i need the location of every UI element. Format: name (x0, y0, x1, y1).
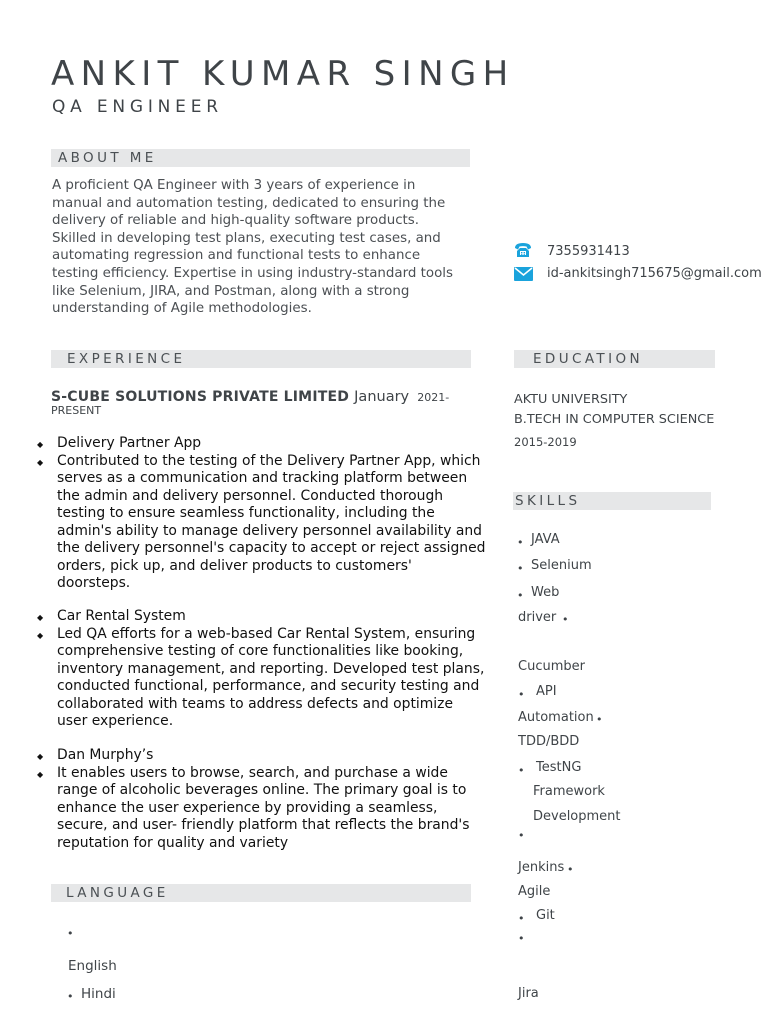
skill-selenium: Selenium (531, 558, 592, 573)
education-section-title: EDUCATION (533, 351, 643, 367)
skill-jenkins: Jenkins (518, 860, 565, 875)
email-address: id-ankitsingh715675@gmail.com (547, 266, 762, 281)
skill-development: Development (533, 809, 621, 824)
education-section-header (514, 350, 715, 368)
skill-bullet: • (518, 764, 525, 777)
skill-bullet: • (596, 713, 603, 726)
company-name-part2: SOLUTIONS PRIVATE LIMITED (115, 389, 350, 405)
language-bullet: • (67, 927, 74, 940)
project-description: ◆ Led QA efforts for a web-based Car Rental System, ensuring comprehensive testing of core functionalities like booking, inventory management, and reporting. Developed test plans, conducted functional, performance, and security testing and collaborated with teams to address defects and optimize user experience. (35, 626, 487, 731)
project-name: ◆ Dan Murphy’s (35, 747, 487, 765)
experience-section-header (51, 350, 471, 368)
skill-automation: Automation (518, 710, 594, 725)
period-end: PRESENT (51, 404, 102, 417)
project-description: ◆ It enables users to browse, search, and purchase a wide range of alcoholic beverages online. The primary goal is to enhance the user experience by providing a seamless, secure, and user- friendly platform that reflects the brand's reputation for quality and variety (35, 765, 487, 853)
skill-driver: driver (518, 610, 557, 625)
candidate-role: QA ENGINEER (52, 97, 223, 117)
education-school: AKTU UNIVERSITY (514, 392, 628, 407)
about-section-header (51, 149, 470, 167)
skill-git: Git (536, 908, 555, 923)
skills-section-header (513, 492, 711, 510)
project-list-1 (35, 435, 487, 593)
skill-bullet: • (518, 912, 525, 925)
education-degree: B.TECH IN COMPUTER SCIENCE (514, 412, 715, 427)
phone-icon (513, 242, 533, 258)
skill-api: API (536, 684, 557, 699)
project-list-2 (35, 608, 487, 731)
skill-bullet: • (517, 589, 524, 602)
about-section-title: ABOUT ME (58, 150, 157, 166)
project-description: ◆ Contributed to the testing of the Delivery Partner App, which serves as a communication and tracking platform between the admin and delivery personnel. Conducted thorough testing to ensure seamless functionality, including the admin's ability to manage delivery personnel availability and the delivery personnel's capacity to accept or reject assigned orders, pick up, and deliver products to customers' doorsteps. (35, 453, 487, 593)
company-name-part1: S-CUBE (51, 389, 110, 405)
period-year: 2021- (417, 391, 450, 404)
skill-bullet: • (517, 536, 524, 549)
language-section-title: LANGUAGE (66, 885, 169, 901)
mail-icon (514, 266, 533, 280)
experience-section-title: EXPERIENCE (67, 351, 186, 367)
project-name: ◆ Delivery Partner App (35, 435, 487, 453)
skill-cucumber: Cucumber (518, 659, 585, 674)
skill-bullet: • (518, 829, 525, 842)
skill-jira: Jira (518, 986, 539, 1001)
project-name: ◆ Car Rental System (35, 608, 487, 626)
education-years: 2015-2019 (514, 435, 577, 449)
skill-framework: Framework (533, 784, 605, 799)
skill-bullet: • (567, 863, 574, 876)
skill-testng: TestNG (536, 760, 582, 775)
company-line (51, 386, 471, 417)
language-hindi: Hindi (81, 986, 116, 1002)
period-month: January (354, 389, 410, 405)
skill-tdd-bdd: TDD/BDD (518, 734, 580, 749)
skill-web: Web (531, 585, 560, 600)
project-list-3 (35, 747, 487, 852)
candidate-name: ANKIT KUMAR SINGH (51, 54, 515, 94)
skill-bullet: • (562, 613, 569, 626)
skill-bullet: • (518, 932, 525, 945)
about-text: A proficient QA Engineer with 3 years of experience in manual and automation testing, dedicated to ensuring the delivery of reliable and high-quality software products. Skilled in developing test plans, executing test cases, and automating regression and functional tests to enhance testing efficiency. Expertise in using industry-standard tools like Selenium, JIRA, and Postman, along with a strong understanding of Agile methodologies. (52, 178, 453, 317)
skill-java: JAVA (531, 532, 560, 547)
skill-agile: Agile (518, 884, 551, 899)
skill-bullet: • (518, 688, 525, 701)
language-section-header (51, 884, 471, 902)
phone-number: 7355931413 (547, 244, 630, 259)
skill-bullet: • (517, 562, 524, 575)
language-english: English (68, 958, 117, 974)
language-bullet: • (67, 990, 74, 1003)
skills-section-title: SKILLS (515, 493, 581, 509)
